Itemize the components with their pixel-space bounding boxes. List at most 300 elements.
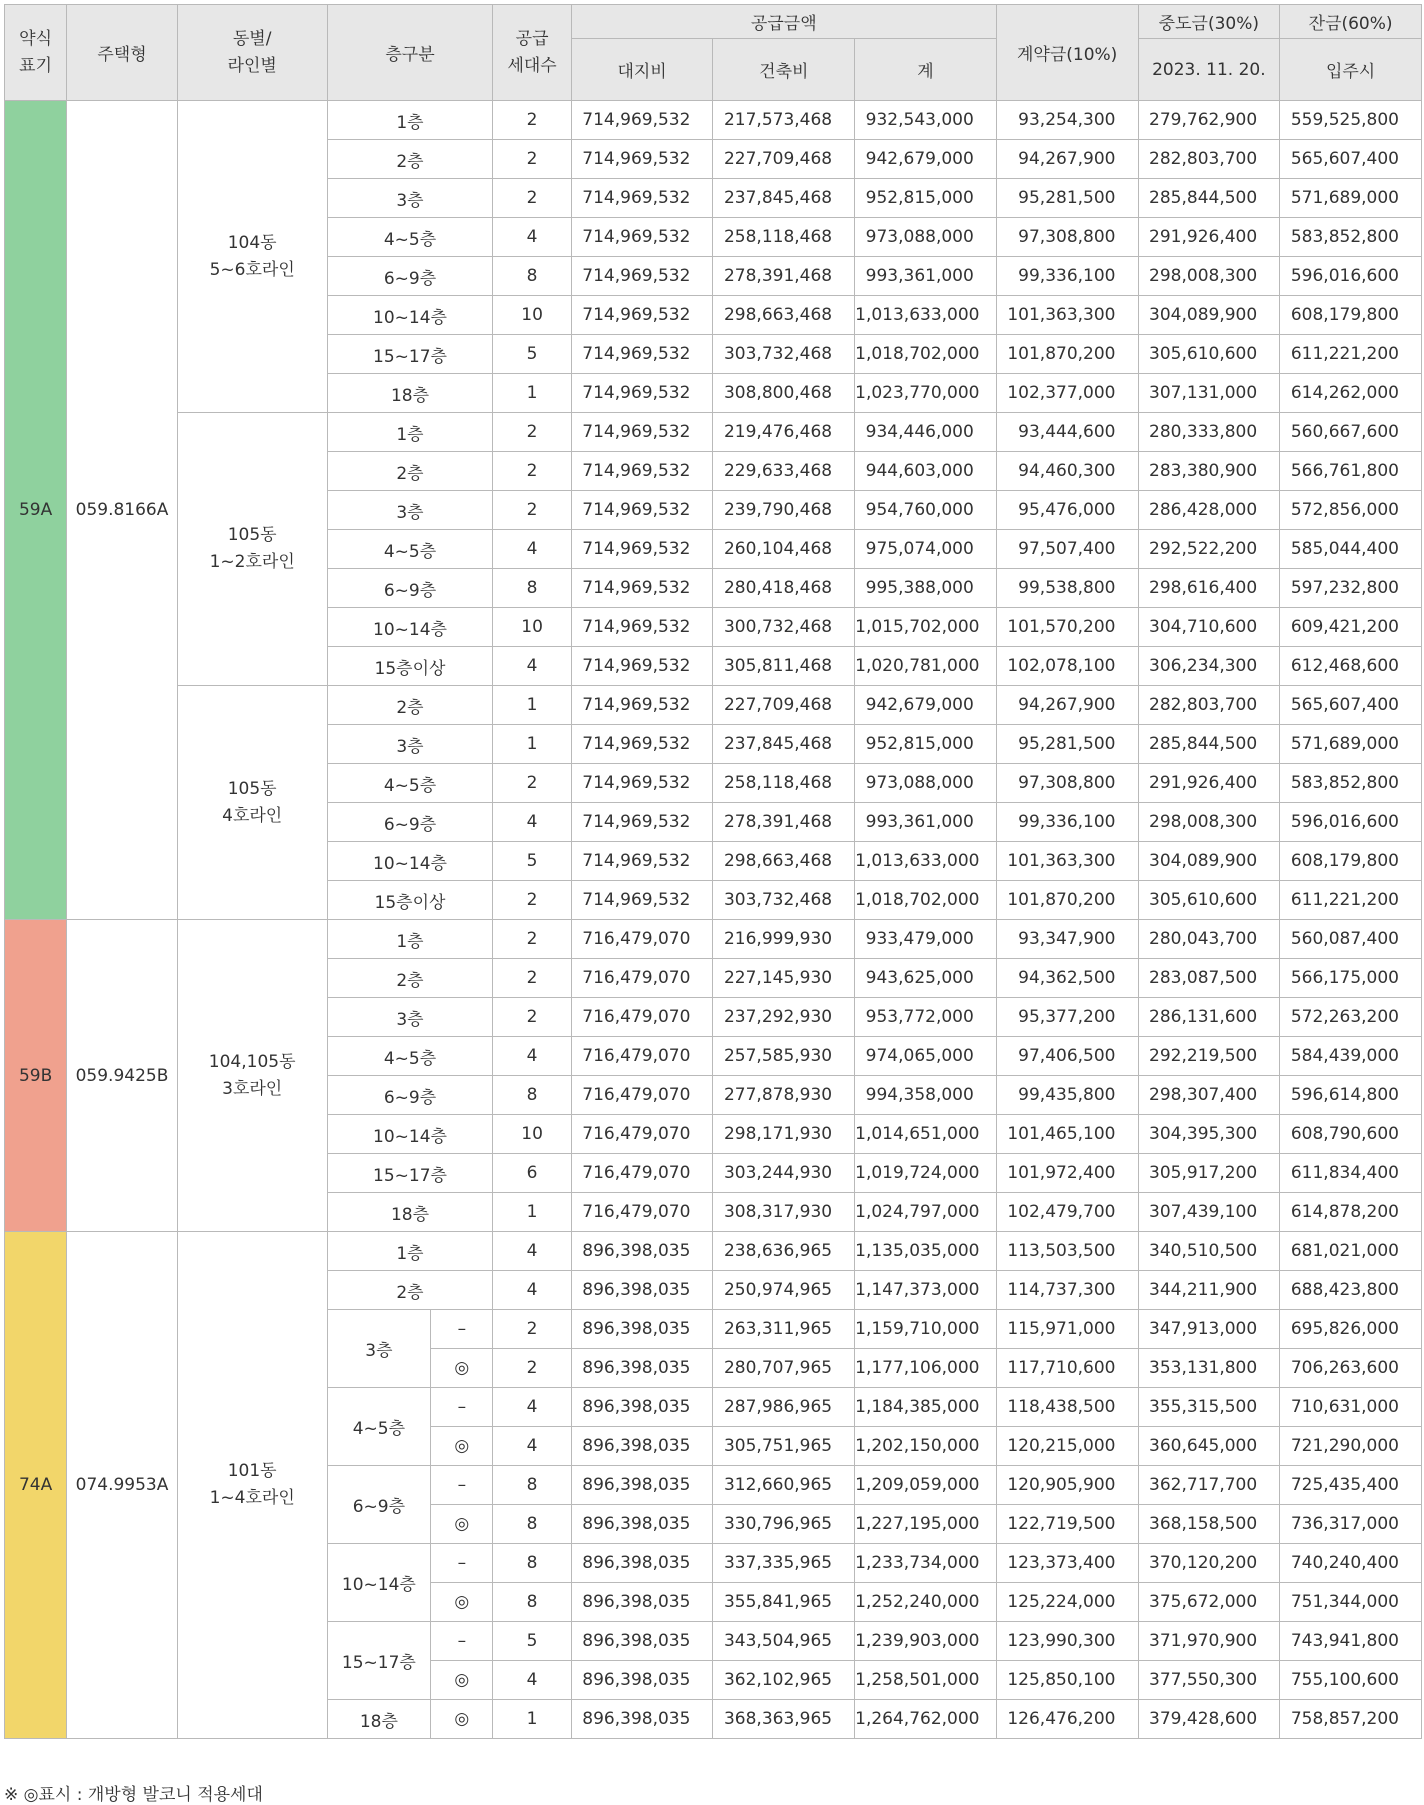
- floor-cell: 1층: [327, 413, 493, 452]
- middle-price-cell: 375,672,000: [1138, 1583, 1280, 1622]
- header-floor: 층구분: [327, 5, 493, 101]
- balance-price-cell: 706,263,600: [1280, 1349, 1422, 1388]
- middle-price-cell: 371,970,900: [1138, 1622, 1280, 1661]
- total-price-cell: 933,479,000: [855, 920, 997, 959]
- floor-cell: 4~5층: [327, 1388, 431, 1466]
- total-price-cell: 944,603,000: [855, 452, 997, 491]
- land-price-cell: 714,969,532: [571, 335, 713, 374]
- contract-price-cell: 125,224,000: [996, 1583, 1138, 1622]
- floor-cell: 15~17층: [327, 1622, 431, 1700]
- contract-price-cell: 102,479,700: [996, 1193, 1138, 1232]
- land-price-cell: 714,969,532: [571, 374, 713, 413]
- build-price-cell: 305,811,468: [713, 647, 855, 686]
- build-price-cell: 303,732,468: [713, 335, 855, 374]
- land-price-cell: 716,479,070: [571, 920, 713, 959]
- middle-price-cell: 291,926,400: [1138, 218, 1280, 257]
- floor-cell: 15~17층: [327, 1154, 493, 1193]
- build-price-cell: 260,104,468: [713, 530, 855, 569]
- units-cell: 10: [493, 1115, 571, 1154]
- total-price-cell: 1,019,724,000: [855, 1154, 997, 1193]
- build-price-cell: 278,391,468: [713, 803, 855, 842]
- units-cell: 4: [493, 803, 571, 842]
- land-price-cell: 714,969,532: [571, 647, 713, 686]
- balance-price-cell: 585,044,400: [1280, 530, 1422, 569]
- contract-price-cell: 93,347,900: [996, 920, 1138, 959]
- total-price-cell: 952,815,000: [855, 179, 997, 218]
- build-price-cell: 308,317,930: [713, 1193, 855, 1232]
- open-balcony-mark: ◎: [431, 1349, 493, 1388]
- total-price-cell: 943,625,000: [855, 959, 997, 998]
- build-price-cell: 355,841,965: [713, 1583, 855, 1622]
- build-price-cell: 280,418,468: [713, 569, 855, 608]
- units-cell: 1: [493, 374, 571, 413]
- middle-price-cell: 353,131,800: [1138, 1349, 1280, 1388]
- total-price-cell: 1,233,734,000: [855, 1544, 997, 1583]
- open-balcony-mark: ◎: [431, 1427, 493, 1466]
- balance-price-cell: 572,263,200: [1280, 998, 1422, 1037]
- contract-price-cell: 99,435,800: [996, 1076, 1138, 1115]
- floor-cell: 2층: [327, 1271, 493, 1310]
- build-price-cell: 298,171,930: [713, 1115, 855, 1154]
- land-price-cell: 714,969,532: [571, 491, 713, 530]
- header-building: 동별/ 라인별: [177, 5, 327, 101]
- balance-price-cell: 566,761,800: [1280, 452, 1422, 491]
- middle-price-cell: 279,762,900: [1138, 101, 1280, 140]
- balance-price-cell: 608,179,800: [1280, 296, 1422, 335]
- units-cell: 2: [493, 1349, 571, 1388]
- build-price-cell: 280,707,965: [713, 1349, 855, 1388]
- build-price-cell: 258,118,468: [713, 764, 855, 803]
- build-price-cell: 278,391,468: [713, 257, 855, 296]
- balance-price-cell: 612,468,600: [1280, 647, 1422, 686]
- balance-price-cell: 583,852,800: [1280, 218, 1422, 257]
- type-abbr-cell: 74A: [5, 1232, 67, 1739]
- land-price-cell: 716,479,070: [571, 1115, 713, 1154]
- total-price-cell: 1,135,035,000: [855, 1232, 997, 1271]
- contract-price-cell: 101,363,300: [996, 842, 1138, 881]
- land-price-cell: 896,398,035: [571, 1349, 713, 1388]
- land-price-cell: 714,969,532: [571, 257, 713, 296]
- contract-price-cell: 95,281,500: [996, 179, 1138, 218]
- balance-price-cell: 597,232,800: [1280, 569, 1422, 608]
- contract-price-cell: 126,476,200: [996, 1700, 1138, 1739]
- open-balcony-mark: ◎: [431, 1505, 493, 1544]
- balance-price-cell: 572,856,000: [1280, 491, 1422, 530]
- middle-price-cell: 280,333,800: [1138, 413, 1280, 452]
- header-middle: 중도금(30%): [1138, 5, 1280, 39]
- contract-price-cell: 120,905,900: [996, 1466, 1138, 1505]
- build-price-cell: 343,504,965: [713, 1622, 855, 1661]
- land-price-cell: 716,479,070: [571, 1037, 713, 1076]
- build-price-cell: 303,244,930: [713, 1154, 855, 1193]
- total-price-cell: 1,013,633,000: [855, 296, 997, 335]
- land-price-cell: 716,479,070: [571, 1076, 713, 1115]
- build-price-cell: 227,709,468: [713, 686, 855, 725]
- balance-price-cell: 596,016,600: [1280, 257, 1422, 296]
- open-balcony-mark: ◎: [431, 1661, 493, 1700]
- build-price-cell: 216,999,930: [713, 920, 855, 959]
- total-price-cell: 1,258,501,000: [855, 1661, 997, 1700]
- contract-price-cell: 120,215,000: [996, 1427, 1138, 1466]
- build-price-cell: 217,573,468: [713, 101, 855, 140]
- units-cell: 5: [493, 1622, 571, 1661]
- land-price-cell: 714,969,532: [571, 764, 713, 803]
- land-price-cell: 714,969,532: [571, 218, 713, 257]
- units-cell: 6: [493, 1154, 571, 1193]
- floor-cell: 18층: [327, 374, 493, 413]
- contract-price-cell: 102,377,000: [996, 374, 1138, 413]
- land-price-cell: 714,969,532: [571, 296, 713, 335]
- land-price-cell: 896,398,035: [571, 1232, 713, 1271]
- balance-price-cell: 608,179,800: [1280, 842, 1422, 881]
- total-price-cell: 995,388,000: [855, 569, 997, 608]
- units-cell: 2: [493, 881, 571, 920]
- build-price-cell: 337,335,965: [713, 1544, 855, 1583]
- balance-price-cell: 596,016,600: [1280, 803, 1422, 842]
- balance-price-cell: 611,221,200: [1280, 881, 1422, 920]
- balance-price-cell: 583,852,800: [1280, 764, 1422, 803]
- units-cell: 2: [493, 452, 571, 491]
- build-price-cell: 238,636,965: [713, 1232, 855, 1271]
- build-price-cell: 298,663,468: [713, 842, 855, 881]
- total-price-cell: 1,177,106,000: [855, 1349, 997, 1388]
- build-price-cell: 250,974,965: [713, 1271, 855, 1310]
- header-build: 건축비: [713, 39, 855, 101]
- balance-price-cell: 584,439,000: [1280, 1037, 1422, 1076]
- total-price-cell: 975,074,000: [855, 530, 997, 569]
- floor-cell: 2층: [327, 140, 493, 179]
- build-price-cell: 257,585,930: [713, 1037, 855, 1076]
- floor-cell: 3층: [327, 725, 493, 764]
- balance-price-cell: 736,317,000: [1280, 1505, 1422, 1544]
- build-price-cell: 287,986,965: [713, 1388, 855, 1427]
- floor-cell: 6~9층: [327, 803, 493, 842]
- balance-price-cell: 560,667,600: [1280, 413, 1422, 452]
- units-cell: 4: [493, 1388, 571, 1427]
- table-header: [5, 5, 1422, 101]
- contract-price-cell: 102,078,100: [996, 647, 1138, 686]
- land-price-cell: 896,398,035: [571, 1622, 713, 1661]
- total-price-cell: 1,014,651,000: [855, 1115, 997, 1154]
- units-cell: 4: [493, 1232, 571, 1271]
- build-price-cell: 263,311,965: [713, 1310, 855, 1349]
- units-cell: 4: [493, 1427, 571, 1466]
- open-balcony-mark: ◎: [431, 1583, 493, 1622]
- total-price-cell: 993,361,000: [855, 803, 997, 842]
- contract-price-cell: 117,710,600: [996, 1349, 1138, 1388]
- middle-price-cell: 285,844,500: [1138, 725, 1280, 764]
- contract-price-cell: 93,254,300: [996, 101, 1138, 140]
- land-price-cell: 714,969,532: [571, 140, 713, 179]
- balance-price-cell: 565,607,400: [1280, 140, 1422, 179]
- units-cell: 10: [493, 608, 571, 647]
- standard-mark: –: [431, 1310, 493, 1349]
- contract-price-cell: 94,267,900: [996, 140, 1138, 179]
- contract-price-cell: 101,465,100: [996, 1115, 1138, 1154]
- units-cell: 8: [493, 257, 571, 296]
- build-price-cell: 237,845,468: [713, 725, 855, 764]
- supply-price-table: [4, 4, 1422, 1739]
- units-cell: 2: [493, 998, 571, 1037]
- total-price-cell: 1,018,702,000: [855, 881, 997, 920]
- middle-price-cell: 360,645,000: [1138, 1427, 1280, 1466]
- middle-price-cell: 292,219,500: [1138, 1037, 1280, 1076]
- header-balance-note: 입주시: [1280, 39, 1422, 101]
- balance-price-cell: 565,607,400: [1280, 686, 1422, 725]
- contract-price-cell: 94,362,500: [996, 959, 1138, 998]
- total-price-cell: 953,772,000: [855, 998, 997, 1037]
- land-price-cell: 896,398,035: [571, 1544, 713, 1583]
- balance-price-cell: 695,826,000: [1280, 1310, 1422, 1349]
- units-cell: 2: [493, 491, 571, 530]
- middle-price-cell: 344,211,900: [1138, 1271, 1280, 1310]
- total-price-cell: 1,020,781,000: [855, 647, 997, 686]
- middle-price-cell: 347,913,000: [1138, 1310, 1280, 1349]
- balance-price-cell: 688,423,800: [1280, 1271, 1422, 1310]
- middle-price-cell: 340,510,500: [1138, 1232, 1280, 1271]
- balance-price-cell: 571,689,000: [1280, 179, 1422, 218]
- build-price-cell: 237,845,468: [713, 179, 855, 218]
- middle-price-cell: 283,380,900: [1138, 452, 1280, 491]
- balance-price-cell: 559,525,800: [1280, 101, 1422, 140]
- total-price-cell: 942,679,000: [855, 686, 997, 725]
- total-price-cell: 1,023,770,000: [855, 374, 997, 413]
- total-price-cell: 934,446,000: [855, 413, 997, 452]
- contract-price-cell: 97,507,400: [996, 530, 1138, 569]
- land-price-cell: 896,398,035: [571, 1466, 713, 1505]
- contract-price-cell: 122,719,500: [996, 1505, 1138, 1544]
- contract-price-cell: 95,476,000: [996, 491, 1138, 530]
- balance-price-cell: 743,941,800: [1280, 1622, 1422, 1661]
- floor-cell: 2층: [327, 452, 493, 491]
- build-price-cell: 368,363,965: [713, 1700, 855, 1739]
- middle-price-cell: 305,610,600: [1138, 881, 1280, 920]
- balance-price-cell: 611,221,200: [1280, 335, 1422, 374]
- balance-price-cell: 721,290,000: [1280, 1427, 1422, 1466]
- floor-cell: 4~5층: [327, 764, 493, 803]
- middle-price-cell: 285,844,500: [1138, 179, 1280, 218]
- units-cell: 1: [493, 1193, 571, 1232]
- build-price-cell: 227,709,468: [713, 140, 855, 179]
- build-price-cell: 312,660,965: [713, 1466, 855, 1505]
- units-cell: 2: [493, 959, 571, 998]
- build-price-cell: 277,878,930: [713, 1076, 855, 1115]
- total-price-cell: 954,760,000: [855, 491, 997, 530]
- units-cell: 2: [493, 101, 571, 140]
- contract-price-cell: 97,308,800: [996, 218, 1138, 257]
- total-price-cell: 1,184,385,000: [855, 1388, 997, 1427]
- land-price-cell: 714,969,532: [571, 179, 713, 218]
- table-row: [5, 413, 1422, 452]
- middle-price-cell: 305,917,200: [1138, 1154, 1280, 1193]
- type-model-cell: 059.9425B: [67, 920, 178, 1232]
- land-price-cell: 714,969,532: [571, 101, 713, 140]
- table-row: [5, 1232, 1422, 1271]
- build-price-cell: 227,145,930: [713, 959, 855, 998]
- middle-price-cell: 280,043,700: [1138, 920, 1280, 959]
- open-balcony-mark: ◎: [431, 1700, 493, 1739]
- land-price-cell: 716,479,070: [571, 1154, 713, 1193]
- header-type: 주택형: [67, 5, 178, 101]
- total-price-cell: 993,361,000: [855, 257, 997, 296]
- floor-cell: 3층: [327, 1310, 431, 1388]
- table-row: [5, 920, 1422, 959]
- header-land: 대지비: [571, 39, 713, 101]
- middle-price-cell: 283,087,500: [1138, 959, 1280, 998]
- total-price-cell: 1,252,240,000: [855, 1583, 997, 1622]
- table-body: [5, 101, 1422, 1739]
- middle-price-cell: 379,428,600: [1138, 1700, 1280, 1739]
- floor-cell: 4~5층: [327, 218, 493, 257]
- balance-price-cell: 751,344,000: [1280, 1583, 1422, 1622]
- land-price-cell: 896,398,035: [571, 1661, 713, 1700]
- floor-cell: 15~17층: [327, 335, 493, 374]
- contract-price-cell: 97,308,800: [996, 764, 1138, 803]
- middle-price-cell: 298,616,400: [1138, 569, 1280, 608]
- floor-cell: 18층: [327, 1193, 493, 1232]
- standard-mark: –: [431, 1544, 493, 1583]
- build-price-cell: 303,732,468: [713, 881, 855, 920]
- balance-price-cell: 571,689,000: [1280, 725, 1422, 764]
- floor-cell: 2층: [327, 686, 493, 725]
- land-price-cell: 714,969,532: [571, 530, 713, 569]
- total-price-cell: 1,147,373,000: [855, 1271, 997, 1310]
- type-model-cell: 059.8166A: [67, 101, 178, 920]
- units-cell: 5: [493, 335, 571, 374]
- units-cell: 8: [493, 1466, 571, 1505]
- contract-price-cell: 99,336,100: [996, 803, 1138, 842]
- build-price-cell: 362,102,965: [713, 1661, 855, 1700]
- land-price-cell: 896,398,035: [571, 1427, 713, 1466]
- units-cell: 2: [493, 179, 571, 218]
- units-cell: 2: [493, 764, 571, 803]
- middle-price-cell: 298,008,300: [1138, 257, 1280, 296]
- total-price-cell: 1,239,903,000: [855, 1622, 997, 1661]
- middle-price-cell: 304,395,300: [1138, 1115, 1280, 1154]
- middle-price-cell: 305,610,600: [1138, 335, 1280, 374]
- land-price-cell: 896,398,035: [571, 1700, 713, 1739]
- units-cell: 4: [493, 647, 571, 686]
- middle-price-cell: 355,315,500: [1138, 1388, 1280, 1427]
- balance-price-cell: 710,631,000: [1280, 1388, 1422, 1427]
- land-price-cell: 896,398,035: [571, 1271, 713, 1310]
- floor-cell: 10~14층: [327, 296, 493, 335]
- header-middle-date: 2023. 11. 20.: [1138, 39, 1280, 101]
- building-line-cell: 101동 1~4호라인: [177, 1232, 327, 1739]
- land-price-cell: 714,969,532: [571, 803, 713, 842]
- contract-price-cell: 125,850,100: [996, 1661, 1138, 1700]
- units-cell: 4: [493, 1661, 571, 1700]
- units-cell: 8: [493, 1544, 571, 1583]
- middle-price-cell: 306,234,300: [1138, 647, 1280, 686]
- land-price-cell: 716,479,070: [571, 998, 713, 1037]
- total-price-cell: 932,543,000: [855, 101, 997, 140]
- contract-price-cell: 118,438,500: [996, 1388, 1138, 1427]
- middle-price-cell: 291,926,400: [1138, 764, 1280, 803]
- floor-cell: 3층: [327, 491, 493, 530]
- land-price-cell: 896,398,035: [571, 1388, 713, 1427]
- total-price-cell: 1,024,797,000: [855, 1193, 997, 1232]
- middle-price-cell: 304,089,900: [1138, 296, 1280, 335]
- units-cell: 4: [493, 218, 571, 257]
- contract-price-cell: 99,336,100: [996, 257, 1138, 296]
- contract-price-cell: 94,460,300: [996, 452, 1138, 491]
- units-cell: 8: [493, 1505, 571, 1544]
- units-cell: 2: [493, 1310, 571, 1349]
- middle-price-cell: 298,008,300: [1138, 803, 1280, 842]
- contract-price-cell: 99,538,800: [996, 569, 1138, 608]
- floor-cell: 1층: [327, 920, 493, 959]
- balance-price-cell: 725,435,400: [1280, 1466, 1422, 1505]
- floor-cell: 4~5층: [327, 1037, 493, 1076]
- floor-cell: 10~14층: [327, 1115, 493, 1154]
- middle-price-cell: 370,120,200: [1138, 1544, 1280, 1583]
- middle-price-cell: 368,158,500: [1138, 1505, 1280, 1544]
- building-line-cell: 105동 4호라인: [177, 686, 327, 920]
- units-cell: 8: [493, 1583, 571, 1622]
- build-price-cell: 330,796,965: [713, 1505, 855, 1544]
- contract-price-cell: 115,971,000: [996, 1310, 1138, 1349]
- floor-cell: 18층: [327, 1700, 431, 1739]
- build-price-cell: 305,751,965: [713, 1427, 855, 1466]
- middle-price-cell: 282,803,700: [1138, 686, 1280, 725]
- balance-price-cell: 566,175,000: [1280, 959, 1422, 998]
- floor-cell: 10~14층: [327, 842, 493, 881]
- total-price-cell: 974,065,000: [855, 1037, 997, 1076]
- contract-price-cell: 101,570,200: [996, 608, 1138, 647]
- middle-price-cell: 304,089,900: [1138, 842, 1280, 881]
- header-supply-group: 공급금액: [571, 5, 996, 39]
- floor-cell: 10~14층: [327, 608, 493, 647]
- floor-cell: 15층이상: [327, 881, 493, 920]
- contract-price-cell: 95,281,500: [996, 725, 1138, 764]
- units-cell: 4: [493, 1271, 571, 1310]
- land-price-cell: 714,969,532: [571, 842, 713, 881]
- floor-cell: 6~9층: [327, 1076, 493, 1115]
- balance-price-cell: 614,878,200: [1280, 1193, 1422, 1232]
- middle-price-cell: 282,803,700: [1138, 140, 1280, 179]
- units-cell: 2: [493, 140, 571, 179]
- balance-price-cell: 596,614,800: [1280, 1076, 1422, 1115]
- header-total: 계: [855, 39, 997, 101]
- land-price-cell: 714,969,532: [571, 452, 713, 491]
- floor-cell: 3층: [327, 179, 493, 218]
- middle-price-cell: 286,428,000: [1138, 491, 1280, 530]
- building-line-cell: 104동 5~6호라인: [177, 101, 327, 413]
- land-price-cell: 896,398,035: [571, 1505, 713, 1544]
- floor-cell: 6~9층: [327, 1466, 431, 1544]
- header-units: 공급 세대수: [493, 5, 571, 101]
- type-abbr-cell: 59B: [5, 920, 67, 1232]
- units-cell: 10: [493, 296, 571, 335]
- total-price-cell: 1,202,150,000: [855, 1427, 997, 1466]
- floor-cell: 2층: [327, 959, 493, 998]
- units-cell: 4: [493, 530, 571, 569]
- middle-price-cell: 286,131,600: [1138, 998, 1280, 1037]
- floor-cell: 1층: [327, 1232, 493, 1271]
- contract-price-cell: 97,406,500: [996, 1037, 1138, 1076]
- balance-price-cell: 681,021,000: [1280, 1232, 1422, 1271]
- floor-cell: 10~14층: [327, 1544, 431, 1622]
- total-price-cell: 942,679,000: [855, 140, 997, 179]
- contract-price-cell: 95,377,200: [996, 998, 1138, 1037]
- contract-price-cell: 101,363,300: [996, 296, 1138, 335]
- middle-price-cell: 362,717,700: [1138, 1466, 1280, 1505]
- build-price-cell: 258,118,468: [713, 218, 855, 257]
- units-cell: 8: [493, 1076, 571, 1115]
- middle-price-cell: 307,439,100: [1138, 1193, 1280, 1232]
- floor-cell: 15층이상: [327, 647, 493, 686]
